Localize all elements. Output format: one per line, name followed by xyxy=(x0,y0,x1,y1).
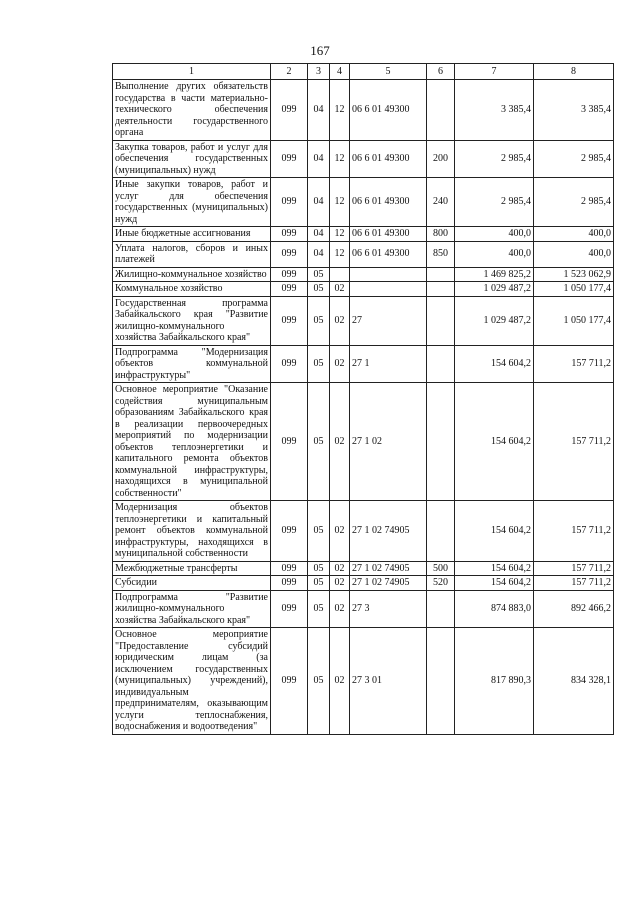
gov-code-cell: 099 xyxy=(271,178,308,227)
column-header: 6 xyxy=(427,64,455,80)
table-row xyxy=(113,282,614,297)
amount-year1-cell: 400,0 xyxy=(455,241,534,267)
amount-year1-cell: 2 985,4 xyxy=(455,140,534,178)
table-row xyxy=(113,178,614,227)
table-row xyxy=(113,576,614,591)
amount-year2-cell: 834 328,1 xyxy=(534,628,614,735)
section-cell: 05 xyxy=(308,296,330,345)
amount-year1-cell: 3 385,4 xyxy=(455,80,534,141)
gov-code-cell: 099 xyxy=(271,628,308,735)
subsection-cell: 02 xyxy=(330,628,350,735)
amount-year1-cell: 154 604,2 xyxy=(455,345,534,383)
expense-type-cell xyxy=(427,383,455,501)
table-row xyxy=(113,227,614,242)
expense-type-cell xyxy=(427,628,455,735)
page-number: 167 xyxy=(310,43,330,58)
amount-year2-cell: 2 985,4 xyxy=(534,178,614,227)
amount-year2-cell: 2 985,4 xyxy=(534,140,614,178)
amount-year1-cell: 1 469 825,2 xyxy=(455,267,534,282)
table-row xyxy=(113,628,614,735)
row-name-cell: Иные бюджетные ассигнования xyxy=(113,227,271,242)
amount-year2-cell: 1 050 177,4 xyxy=(534,282,614,297)
column-header: 8 xyxy=(534,64,614,80)
column-header: 2 xyxy=(271,64,308,80)
row-name-cell: Подпрограмма "Модернизация объектов коммунальной инфраструктуры" xyxy=(113,345,271,383)
row-name-cell: Жилищно-коммунальное хозяйство xyxy=(113,267,271,282)
expense-type-cell xyxy=(427,80,455,141)
gov-code-cell: 099 xyxy=(271,561,308,576)
subsection-cell: 02 xyxy=(330,590,350,628)
row-name-cell: Модернизация объектов теплоэнергетики и капитальный ремонт объектов коммунальной инфраструктуры, находящихся в муниципальной собственности xyxy=(113,501,271,562)
target-article-cell: 06 6 01 49300 xyxy=(350,140,427,178)
target-article-cell: 27 1 02 xyxy=(350,383,427,501)
gov-code-cell: 099 xyxy=(271,267,308,282)
subsection-cell: 12 xyxy=(330,178,350,227)
row-name-cell: Государственная программа Забайкальского края "Развитие жилищно-коммунального хозяйства Забайкальского края" xyxy=(113,296,271,345)
table-row xyxy=(113,345,614,383)
subsection-cell: 02 xyxy=(330,576,350,591)
amount-year2-cell: 1 050 177,4 xyxy=(534,296,614,345)
expense-type-cell: 200 xyxy=(427,140,455,178)
row-name-cell: Подпрограмма "Развитие жилищно-коммунального хозяйства Забайкальского края" xyxy=(113,590,271,628)
subsection-cell: 12 xyxy=(330,80,350,141)
row-name-cell: Основное мероприятие "Оказание содействия муниципальным образованиям Забайкальского края в реализации первоочередных мероприятий по модернизации объектов теплоэнергетики и капитального ремонта объектов коммунальной инфраструктуры, находящихся в муниципальной собственности" xyxy=(113,383,271,501)
amount-year1-cell: 154 604,2 xyxy=(455,576,534,591)
subsection-cell: 02 xyxy=(330,345,350,383)
target-article-cell: 06 6 01 49300 xyxy=(350,178,427,227)
gov-code-cell: 099 xyxy=(271,296,308,345)
section-cell: 05 xyxy=(308,282,330,297)
amount-year1-cell: 154 604,2 xyxy=(455,561,534,576)
budget-table xyxy=(112,63,614,735)
amount-year2-cell: 892 466,2 xyxy=(534,590,614,628)
table-row xyxy=(113,241,614,267)
gov-code-cell: 099 xyxy=(271,576,308,591)
row-name-cell: Коммунальное хозяйство xyxy=(113,282,271,297)
subsection-cell: 12 xyxy=(330,227,350,242)
table-row xyxy=(113,501,614,562)
amount-year2-cell: 1 523 062,9 xyxy=(534,267,614,282)
table-body xyxy=(113,80,614,735)
amount-year1-cell: 154 604,2 xyxy=(455,383,534,501)
gov-code-cell: 099 xyxy=(271,345,308,383)
amount-year2-cell: 157 711,2 xyxy=(534,345,614,383)
gov-code-cell: 099 xyxy=(271,501,308,562)
expense-type-cell xyxy=(427,501,455,562)
gov-code-cell: 099 xyxy=(271,140,308,178)
row-name-cell: Основное мероприятие "Предоставление субсидий юридическим лицам (за исключением государственных (муниципальных) учреждений), индивидуальным предпринимателям, оказывающим услуги теплоснабжения, водоснабжения и водоотведения" xyxy=(113,628,271,735)
section-cell: 05 xyxy=(308,590,330,628)
section-cell: 05 xyxy=(308,628,330,735)
amount-year1-cell: 1 029 487,2 xyxy=(455,296,534,345)
section-cell: 04 xyxy=(308,178,330,227)
amount-year2-cell: 157 711,2 xyxy=(534,576,614,591)
expense-type-cell xyxy=(427,345,455,383)
amount-year2-cell: 400,0 xyxy=(534,227,614,242)
subsection-cell: 02 xyxy=(330,282,350,297)
expense-type-cell xyxy=(427,267,455,282)
gov-code-cell: 099 xyxy=(271,241,308,267)
gov-code-cell: 099 xyxy=(271,383,308,501)
target-article-cell: 27 1 02 74905 xyxy=(350,501,427,562)
table-row xyxy=(113,296,614,345)
column-header: 4 xyxy=(330,64,350,80)
table-row xyxy=(113,561,614,576)
column-header: 5 xyxy=(350,64,427,80)
expense-type-cell: 240 xyxy=(427,178,455,227)
amount-year1-cell: 154 604,2 xyxy=(455,501,534,562)
expense-type-cell: 800 xyxy=(427,227,455,242)
amount-year1-cell: 2 985,4 xyxy=(455,178,534,227)
table-row xyxy=(113,267,614,282)
subsection-cell: 12 xyxy=(330,241,350,267)
target-article-cell: 27 3 01 xyxy=(350,628,427,735)
column-header: 3 xyxy=(308,64,330,80)
amount-year2-cell: 157 711,2 xyxy=(534,561,614,576)
gov-code-cell: 099 xyxy=(271,227,308,242)
subsection-cell: 02 xyxy=(330,383,350,501)
subsection-cell: 02 xyxy=(330,501,350,562)
gov-code-cell: 099 xyxy=(271,282,308,297)
section-cell: 05 xyxy=(308,267,330,282)
section-cell: 05 xyxy=(308,501,330,562)
amount-year1-cell: 817 890,3 xyxy=(455,628,534,735)
expense-type-cell xyxy=(427,590,455,628)
table-row xyxy=(113,80,614,141)
table-row xyxy=(113,590,614,628)
section-cell: 05 xyxy=(308,383,330,501)
target-article-cell: 27 3 xyxy=(350,590,427,628)
column-header: 7 xyxy=(455,64,534,80)
subsection-cell: 02 xyxy=(330,561,350,576)
row-name-cell: Закупка товаров, работ и услуг для обеспечения государственных (муниципальных) нужд xyxy=(113,140,271,178)
section-cell: 04 xyxy=(308,140,330,178)
target-article-cell xyxy=(350,282,427,297)
amount-year2-cell: 157 711,2 xyxy=(534,501,614,562)
target-article-cell: 06 6 01 49300 xyxy=(350,241,427,267)
row-name-cell: Иные закупки товаров, работ и услуг для обеспечения государственных (муниципальных) нужд xyxy=(113,178,271,227)
target-article-cell: 27 1 xyxy=(350,345,427,383)
amount-year1-cell: 1 029 487,2 xyxy=(455,282,534,297)
section-cell: 05 xyxy=(308,561,330,576)
amount-year2-cell: 3 385,4 xyxy=(534,80,614,141)
target-article-cell: 27 xyxy=(350,296,427,345)
subsection-cell xyxy=(330,267,350,282)
expense-type-cell: 520 xyxy=(427,576,455,591)
amount-year2-cell: 157 711,2 xyxy=(534,383,614,501)
target-article-cell: 06 6 01 49300 xyxy=(350,227,427,242)
amount-year1-cell: 400,0 xyxy=(455,227,534,242)
table-row xyxy=(113,383,614,501)
row-name-cell: Выполнение других обязательств государства в части материально-технического обеспечения деятельности государственного органа xyxy=(113,80,271,141)
subsection-cell: 12 xyxy=(330,140,350,178)
gov-code-cell: 099 xyxy=(271,590,308,628)
row-name-cell: Межбюджетные трансферты xyxy=(113,561,271,576)
target-article-cell: 27 1 02 74905 xyxy=(350,576,427,591)
target-article-cell: 27 1 02 74905 xyxy=(350,561,427,576)
gov-code-cell: 099 xyxy=(271,80,308,141)
section-cell: 05 xyxy=(308,345,330,383)
table-header-row xyxy=(113,64,614,80)
amount-year2-cell: 400,0 xyxy=(534,241,614,267)
amount-year1-cell: 874 883,0 xyxy=(455,590,534,628)
subsection-cell: 02 xyxy=(330,296,350,345)
row-name-cell: Уплата налогов, сборов и иных платежей xyxy=(113,241,271,267)
section-cell: 04 xyxy=(308,80,330,141)
section-cell: 04 xyxy=(308,241,330,267)
expense-type-cell: 850 xyxy=(427,241,455,267)
row-name-cell: Субсидии xyxy=(113,576,271,591)
table-row xyxy=(113,140,614,178)
target-article-cell xyxy=(350,267,427,282)
expense-type-cell: 500 xyxy=(427,561,455,576)
expense-type-cell xyxy=(427,282,455,297)
column-header: 1 xyxy=(113,64,271,80)
expense-type-cell xyxy=(427,296,455,345)
section-cell: 05 xyxy=(308,576,330,591)
section-cell: 04 xyxy=(308,227,330,242)
target-article-cell: 06 6 01 49300 xyxy=(350,80,427,141)
